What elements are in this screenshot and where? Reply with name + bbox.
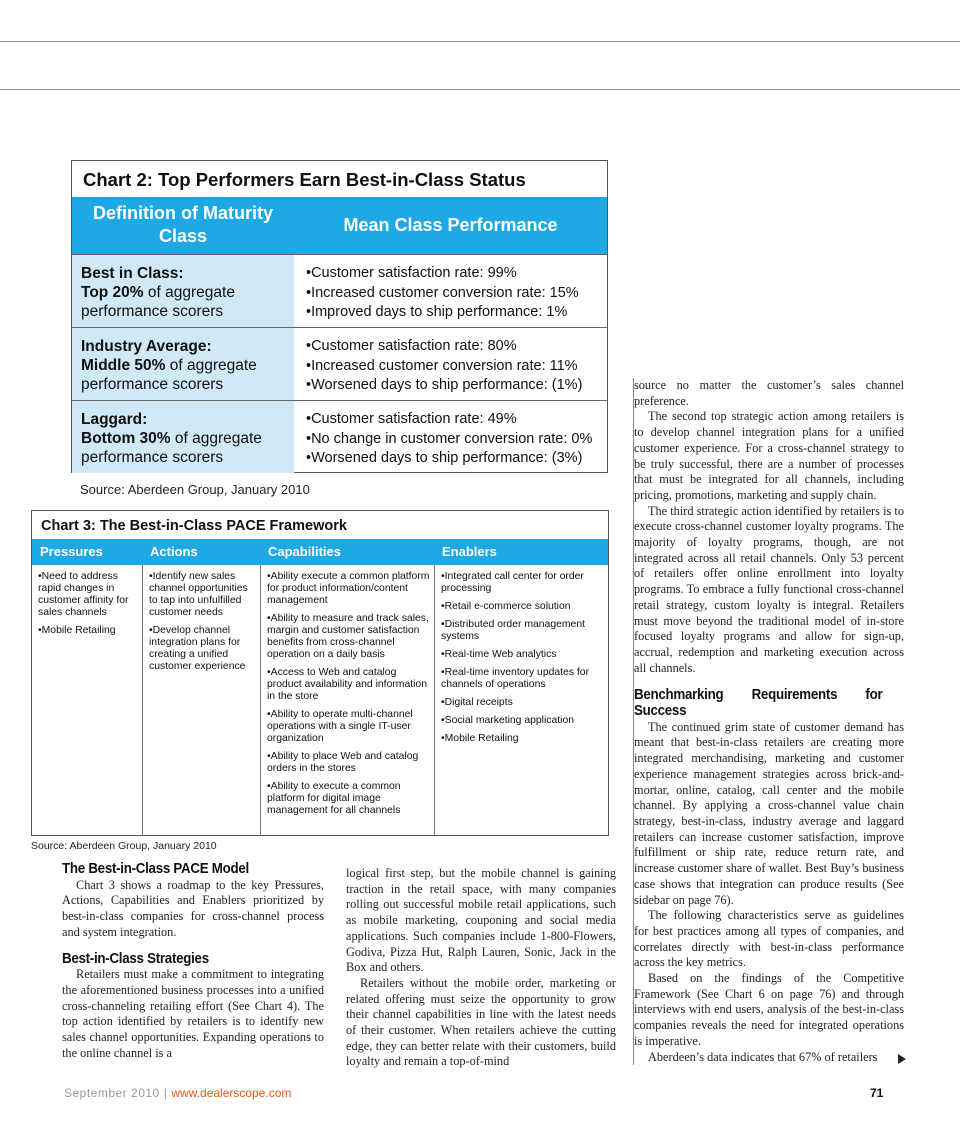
chart2-class-desc: of aggregate performance scorers xyxy=(81,430,262,466)
chart3-header-pressures: Pressures xyxy=(40,544,103,559)
chart2-row-industry-average xyxy=(72,327,607,400)
chart2-header-definition: Definition of Maturity Class xyxy=(93,203,273,246)
chart3-item: • Ability to operate multi-channel operations with a single IT-user organization xyxy=(267,709,430,745)
chart3-item: • Ability to execute a common platform for digital image management for all channels xyxy=(267,781,430,817)
chart2-value: • Increased customer conversion rate: 11% xyxy=(306,357,607,377)
chart3-col-enablers xyxy=(434,565,608,835)
chart3-item: • Ability to place Web and catalog orders in the stores xyxy=(267,751,430,775)
chart2-value: • Worsened days to ship performance: (3%) xyxy=(306,449,607,469)
chart3-item: • Real-time inventory updates for channels of operations xyxy=(441,667,604,691)
footer xyxy=(64,1086,291,1100)
chart3-item: • Retail e-commerce solution xyxy=(441,601,604,613)
heading-strategies: Best-in-Class Strategies xyxy=(62,950,209,967)
chart3-item: • Integrated call center for order processing xyxy=(441,571,604,595)
chart3-item: • Identify new sales channel opportunities to tap into unfulfilled customer needs xyxy=(149,571,256,619)
chart3-body xyxy=(32,565,608,835)
chart3-item: • Ability to measure and track sales, margin and customer satisfaction benefits from cross-channel operation on a daily basis xyxy=(267,613,430,661)
page-number: 71 xyxy=(870,1086,884,1100)
chart2-value: • Customer satisfaction rate: 49% xyxy=(306,410,607,430)
heading-benchmarking: Benchmarking Requirements for Success xyxy=(634,687,883,720)
chart2-row-label xyxy=(72,328,294,400)
chart3-col-actions xyxy=(142,565,260,835)
chart3-table xyxy=(31,510,609,836)
chart2-row-best-in-class xyxy=(72,254,607,327)
paragraph: Retailers without the mobile order, marketing or related offering must seize the opportunity to grow their channel capabilities in line with the latest needs of their customer. When retailers achieve the cutting edge, they can better relate with their customers, build loyalty and remain a top-of-mind xyxy=(346,975,616,1069)
chart2-value: • Improved days to ship performance: 1% xyxy=(306,303,607,323)
chart3-item: • Access to Web and catalog product availability and information in the store xyxy=(267,667,430,703)
chart2-header xyxy=(72,197,607,254)
article-column-2 xyxy=(346,866,616,1070)
chart2-title: Chart 2: Top Performers Earn Best-in-Class Status xyxy=(83,169,526,190)
chart2-class-name: Laggard: xyxy=(81,411,148,428)
paragraph: The following characteristics serve as guidelines for best practices among all types of companies, and correlates directly with best-in-class performance across the key metrics. xyxy=(634,908,904,970)
chart3-item: • Need to address rapid changes in customer affinity for sales channels xyxy=(38,571,138,619)
chart2-row-laggard xyxy=(72,400,607,473)
article-column-3 xyxy=(633,378,904,1065)
chart3-header-capabilities: Capabilities xyxy=(268,544,341,559)
chart3-item: • Distributed order management systems xyxy=(441,619,604,643)
paragraph: Retailers must make a commitment to integrating the aforementioned business processes into a unified cross-channeling retailing effort (See Chart 4). The top action identified by retailers is to identify new sales channel opportunities. Expanding operations to the online channel is a xyxy=(62,967,324,1060)
chart3-header-actions: Actions xyxy=(150,544,198,559)
chart2-value: • Worsened days to ship performance: (1%) xyxy=(306,376,607,396)
footer-separator: | xyxy=(163,1086,168,1100)
chart2-row-label xyxy=(72,401,294,473)
chart2-value: • Increased customer conversion rate: 15% xyxy=(306,284,607,304)
article-column-1 xyxy=(62,862,324,1061)
chart2-class-name: Industry Average: xyxy=(81,338,212,355)
chart3-item: • Real-time Web analytics xyxy=(441,649,604,661)
paragraph: Based on the findings of the Competitive Framework (See Chart 6 on page 76) and through interviews with end users, analysis of the best-in-class companies reveals the need for integrated operations is imperative. xyxy=(634,971,904,1048)
paragraph: The second top strategic action among retailers is to develop channel integration plans for a unified customer experience. For a cross-channel strategy to be truly successful, there are a number of processes that must be integrated for all channels, including pricing, promotions, marketing and supply chain. xyxy=(634,409,904,502)
header-rule xyxy=(0,89,960,90)
chart2-class-desc: of aggregate performance scorers xyxy=(81,357,257,393)
chart3-item: • Mobile Retailing xyxy=(38,625,138,637)
chart2-value: • Customer satisfaction rate: 99% xyxy=(306,264,607,284)
heading-pace-model: The Best-in-Class PACE Model xyxy=(62,861,249,877)
top-rule xyxy=(0,41,960,42)
paragraph: source no matter the customer’s sales channel preference. xyxy=(634,378,904,408)
paragraph: Chart 3 shows a roadmap to the key Pressures, Actions, Capabilities and Enablers prioritized by best-in-class companies for cross-channel process and system integration. xyxy=(62,877,324,939)
paragraph: The continued grim state of customer demand has meant that best-in-class retailers are creating more integrated merchandising, marketing and customer experience management strategies across brick-and-mortar, online, catalog, call center and the mobile channel. By applying a cross-channel value chain strategy, best-in-class, industry average and laggard retailers can increase customer satisfaction, improve fulfillment or ship rate, reduce return rate, and increase customer share of wallet. Best Buy’s business case shows that integration can produce results (See sidebar on page 76). xyxy=(634,719,904,907)
chart3-item: • Social marketing application xyxy=(441,715,604,727)
chart3-item: • Develop channel integration plans for creating a unified customer experience xyxy=(149,625,256,673)
chart3-col-pressures xyxy=(32,565,142,835)
chart2-class-name: Best in Class: xyxy=(81,265,184,282)
paragraph: logical first step, but the mobile channel is gaining traction in the retail space, with many companies rolling out successful mobile retail applications, such as mobile marketing, couponing and social media applications. Such companies include 1-800-Flowers, Godiva, Pizza Hut, Ralph Lauren, Sonic, Jack in the Box and others. xyxy=(346,866,616,975)
chart2-class-pct: Bottom 30% xyxy=(81,430,171,447)
footer-date: September 2010 xyxy=(64,1086,160,1100)
continue-arrow-icon xyxy=(898,1054,906,1064)
chart2-value: • Customer satisfaction rate: 80% xyxy=(306,337,607,357)
footer-website-link[interactable]: www.dealerscope.com xyxy=(171,1086,292,1100)
chart2-header-performance: Mean Class Performance xyxy=(343,215,558,235)
chart3-header xyxy=(32,539,608,565)
chart2-row-values xyxy=(294,401,607,473)
chart2-row-label xyxy=(72,255,294,327)
chart2-source: Source: Aberdeen Group, January 2010 xyxy=(80,482,310,497)
chart2-table xyxy=(71,160,608,473)
chart2-row-values xyxy=(294,255,607,327)
chart2-class-pct: Middle 50% xyxy=(81,357,166,374)
chart3-title: Chart 3: The Best-in-Class PACE Framework xyxy=(41,518,347,534)
chart3-col-capabilities xyxy=(260,565,434,835)
chart2-value: • No change in customer conversion rate: 0% xyxy=(306,430,607,450)
chart3-item: • Digital receipts xyxy=(441,697,604,709)
paragraph: The third strategic action identified by retailers is to execute cross-channel customer loyalty programs. The majority of loyalty programs, though, are not integrated across all retail channels. Only 53 percent of retailers offer online enrollment into loyalty programs. To embrace a fully functional cross-channel retail strategy, custom loyalty is integral. Retailers must move beyond the traditional model of in-store focused loyalty programs and allow for sign-up, accrual, redemption and marketing execution across all channels. xyxy=(634,503,904,675)
paragraph: Aberdeen’s data indicates that 67% of retailers xyxy=(648,1049,878,1064)
chart2-class-desc: of aggregate performance scorers xyxy=(81,284,235,320)
chart2-class-pct: Top 20% xyxy=(81,284,144,301)
chart3-item: • Mobile Retailing xyxy=(441,733,604,745)
chart3-item: • Ability execute a common platform for product information/content management xyxy=(267,571,430,607)
chart3-header-enablers: Enablers xyxy=(442,544,497,559)
chart3-source: Source: Aberdeen Group, January 2010 xyxy=(31,840,217,852)
chart2-row-values xyxy=(294,328,607,400)
